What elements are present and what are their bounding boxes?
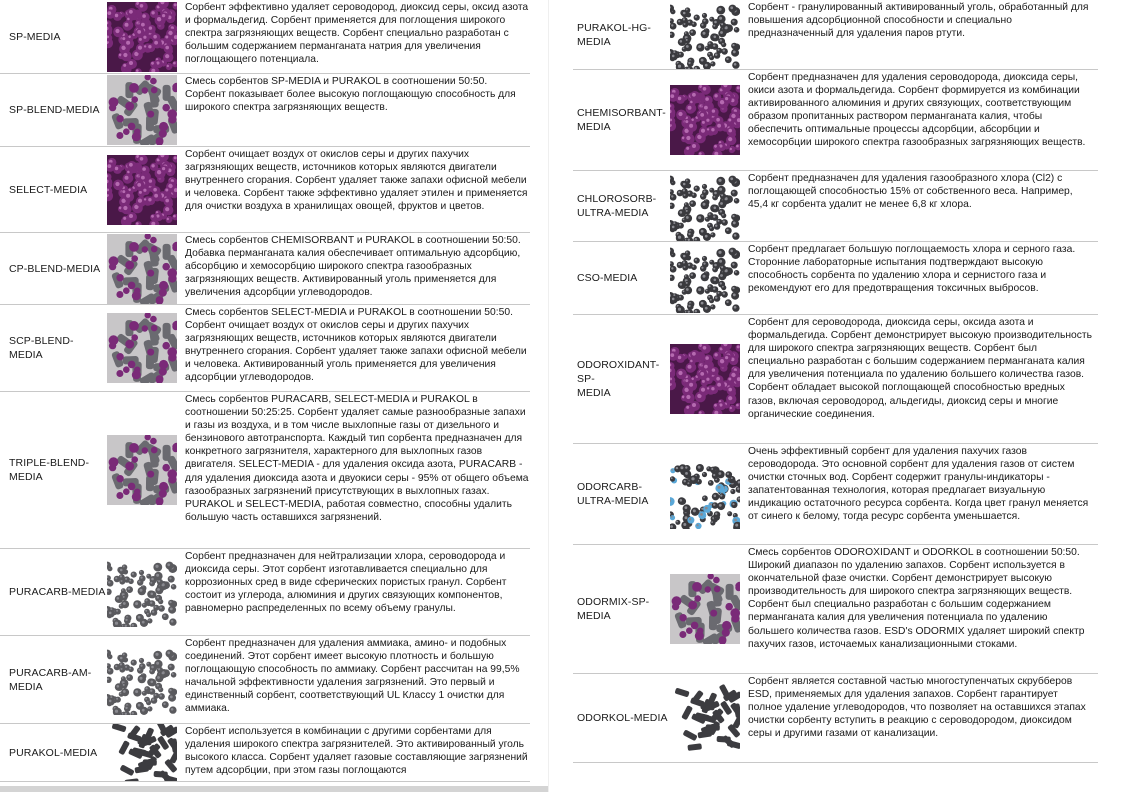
left-column — [0, 0, 530, 782]
product-description: Смесь сорбентов CHEMISORBANT и PURAKOL в соотношении 50:50. Добавка перманганата калия обеспечивает оптимальную адсорбцию, абсорбцию и хемосорбцию широкого спектра газообразных загрязняющих веществ. Активированный уголь применяется для увеличения адсорбции углеводородов. — [185, 235, 521, 299]
product-image — [107, 636, 177, 723]
sorbent-granules-image — [670, 243, 740, 313]
product-name: SELECT-MEDIA — [9, 183, 88, 196]
product-row — [573, 242, 1098, 315]
product-row — [0, 147, 530, 233]
product-image — [107, 0, 177, 73]
product-row — [573, 0, 1098, 70]
horizontal-scrollbar[interactable] — [0, 786, 548, 792]
sorbent-granules-image — [107, 557, 177, 627]
sorbent-granules-image — [107, 724, 177, 782]
product-name: CHEMISORBANT- MEDIA — [577, 107, 666, 133]
product-image — [107, 305, 177, 391]
product-description: Смесь сорбентов ODOROXIDANT и ODORKOL в соотношении 50:50. Широкий диапазон по удалению запахов. Сорбент используется в окончательной фазе очистки. Сорбент демонстрирует высокую производительность для широкого спектра загрязняющих веществ. Сорбент был специально разработан с большим содержанием перманганата калия для увеличения потенциала по удалению большего количества газов. ESD's ODORMIX удаляет широкий спектр пахучих газов, источаемых канализационными стоками. — [748, 547, 1085, 650]
product-image — [107, 233, 177, 304]
product-description: Сорбент является составной частью многоступенчатых скрубберов ESD, применяемых для удаления запахов. Сорбент гарантирует полное удаление углеводородов, что позволяет на оставшихся этапах очистки сорбенту вступить в реакцию с сероводородом, диоксидом серы и другими газами от канализации. — [748, 676, 1086, 740]
sorbent-granules-image — [107, 75, 177, 145]
product-row — [0, 233, 530, 305]
product-description: Сорбент предназначен для удаления газообразного хлора (Cl2) с поглощающей способностью 15% от собственного веса. Например, 45,4 кг сорбента удалит не менее 6,8 кг хлора. — [748, 173, 1073, 211]
product-name: SCP-BLEND-MEDIA — [9, 335, 74, 361]
sorbent-granules-image — [107, 155, 177, 225]
product-row — [573, 171, 1098, 242]
product-image — [107, 74, 177, 146]
column-divider — [548, 0, 549, 792]
product-description: Смесь сорбентов SELECT-MEDIA и PURAKOL в соотношении 50:50. Сорбент очищает воздух от окислов серы и других пахучих загрязняющих веществ, источников которых являются двигатели внутреннего сгорания. Сорбент удаляет также запахи офисной мебели и человека. Активированный уголь применяется для увеличения адсорбции углеводородов. — [185, 307, 527, 384]
product-image — [670, 242, 740, 314]
product-row — [573, 70, 1098, 171]
product-name: ODOROXIDANT-SP- MEDIA — [577, 359, 660, 399]
product-image — [670, 444, 740, 544]
product-description: Сорбент эффективно удаляет сероводород, диоксид серы, оксид азота и формальдегид. Сорбент применяется для поглощения широкого спектра загрязняющих веществ. Сорбент специально разработан с большим содержанием перманганата натрия для увеличения поглощающего потенциала. — [185, 2, 529, 66]
product-description: Сорбент для сероводорода, диоксида серы, оксида азота и формальдегида. Сорбент демонстрирует высокую производительность для широкого спектра загрязняющих веществ. Сорбент был специально разработан с большим содержанием перманганата калия для увеличения потенциала по удалению большего количества газов. Сорбент обладает высокой поглощающей способностью вредных газов, включая сероводород, альдегиды, диоксид серы и многие органические соединения. — [748, 317, 1092, 420]
product-row — [0, 724, 530, 782]
product-image — [670, 545, 740, 673]
product-description: Сорбент предназначен для нейтрализации хлора, сероводорода и диоксида серы. Этот сорбент изготавливается специально для коррозионных сред в виде сферических пористых гранул. Сорбент состоит из углерода, алюминия и других связующих компонентов, равномерно распределенных по всему объему гранулы. — [185, 551, 507, 615]
product-image — [670, 674, 740, 762]
product-image — [670, 171, 740, 241]
product-row — [0, 74, 530, 147]
product-row — [0, 392, 530, 549]
product-description: Сорбент используется в комбинации с другими сорбентами для удаления широкого спектра загрязнителей. Это активированный уголь высокого класса. Сорбент удаляет газовые составляющие загрязнений путем адсорбции, при этом газы поглощаются — [185, 726, 528, 777]
sorbent-granules-image — [107, 313, 177, 383]
product-row — [0, 0, 530, 74]
sorbent-granules-image — [670, 683, 740, 753]
product-row — [573, 315, 1098, 444]
product-name: PURACARB-MEDIA — [9, 586, 106, 598]
sorbent-granules-image — [107, 234, 177, 304]
product-description: Сорбент предлагает большую поглощаемость хлора и серного газа. Сторонние лабораторные испытания подтверждают высокую способность сорбента по удалению хлора и сернистого газа и рекомендуют его для предотвращения токсичных выбросов. — [748, 244, 1076, 295]
product-description: Смесь сорбентов PURACARB, SELECT-MEDIA и PURAKOL в соотношении 50:25:25. Сорбент удаляет самые разнообразные запахи и газы из воздуха, и в том числе выхлопные газы от дизельного и бензинового автотранспорта. Каждый тип сорбента предназначен для конкретного загрязнителя, характерного для выхлопных газов двигателя. SELECT-MEDIA - для удаления оксида азота, PURACARB - для удаления диоксида азота и двуокиси серы - 95% от общего объема газообразных загрязнений присутствующих в выхлопных газах. PURAKOL и SELECT-MEDIA, работая совместно, способны удалить большую часть оставшихся загрязнений. — [185, 394, 529, 523]
product-description: Очень эффективный сорбент для удаления пахучих газов сероводорода. Это основной сорбент для удаления газов от систем очистки сточных вод. Сорбент содержит гранулы-индикаторы - запатентованная технология, которая предлагает визуальную индикацию остаточного ресурса сорбента. Когда цвет гранул меняется от синего к белому, тогда ресурс сорбента уменьшается. — [748, 446, 1089, 523]
product-name: CP-BLEND-MEDIA — [9, 262, 101, 275]
sorbent-granules-image — [670, 574, 740, 644]
product-name: PURAKOL-HG- MEDIA — [577, 21, 652, 48]
product-image — [107, 549, 177, 635]
product-image — [670, 70, 740, 170]
product-row — [573, 674, 1098, 763]
product-row — [573, 545, 1098, 674]
product-image — [107, 147, 177, 232]
product-name: ODORMIX-SP- MEDIA — [577, 596, 650, 622]
product-name: CSO-MEDIA — [577, 272, 638, 284]
product-image — [670, 315, 740, 443]
sorbent-granules-image — [670, 459, 740, 529]
sorbent-granules-image — [107, 435, 177, 505]
scrollbar-thumb[interactable] — [0, 786, 548, 792]
product-description: Сорбент очищает воздух от окислов серы и других пахучих загрязняющих веществ, источников которых являются двигатели внутреннего сгорания. Сорбент удаляет также запахи офисной мебели и человека. Сорбент также эффективно удаляет этилен и применяется для очистки воздуха в хранилищах овощей, фруктов и цветов. — [185, 149, 528, 213]
product-row — [0, 636, 530, 724]
product-description: Сорбент - гранулированный активированный уголь, обработанный для повышения адсорбционной способности и специально предназначенный для удаления паров ртути. — [748, 2, 1089, 40]
product-row — [0, 305, 530, 392]
sorbent-granules-image — [670, 171, 740, 241]
product-row — [0, 549, 530, 636]
sorbent-granules-image — [670, 344, 740, 414]
product-name: PURACARB-AM- MEDIA — [9, 666, 92, 693]
product-name: ODORKOL-MEDIA — [577, 712, 668, 724]
product-name: SP-MEDIA — [9, 30, 61, 43]
product-description: Смесь сорбентов SP-MEDIA и PURAKOL в соотношении 50:50. Сорбент показывает более высокую поглощающую способность для широкого спектра загрязняющих веществ. — [185, 76, 516, 114]
product-description: Сорбент предназначен для удаления сероводорода, диоксида серы, окиси азота и формальдегида. Сорбент формируется из комбинации активированного алюминия и других связующих, соответствующим образом пропитанных раствором перманганата калия, чтобы обеспечить оптимальные процессы адсорбции, абсорбции и хемосорбции широкого спектра газообразных загрязняющих веществ. — [748, 72, 1086, 149]
product-name: CHLOROSORB- ULTRA-MEDIA — [577, 193, 657, 219]
product-name: TRIPLE-BLEND- MEDIA — [9, 457, 90, 483]
sorbent-granules-image — [107, 2, 177, 72]
right-column — [573, 0, 1098, 763]
sorbent-granules-image — [107, 645, 177, 715]
product-image — [107, 724, 177, 781]
product-image — [670, 0, 740, 69]
product-image — [107, 392, 177, 548]
sorbent-granules-image — [670, 85, 740, 155]
product-name: SP-BLEND-MEDIA — [9, 104, 100, 116]
product-description: Сорбент предназначен для удаления аммиака, амино- и подобных соединений. Этот сорбент имеет высокую плотность и большую поглощающую способность по аммиаку. Сорбент рассчитан на 99,5% начальной эффективности удаления загрязнений. Это первый и единственный сорбент, соответствующий UL Классу 1 очистки для аммиака. — [185, 638, 520, 715]
product-row — [573, 444, 1098, 545]
sorbent-granules-image — [670, 0, 740, 70]
product-name: ODORCARB- ULTRA-MEDIA — [577, 481, 649, 507]
product-name: PURAKOL-MEDIA — [9, 746, 98, 759]
